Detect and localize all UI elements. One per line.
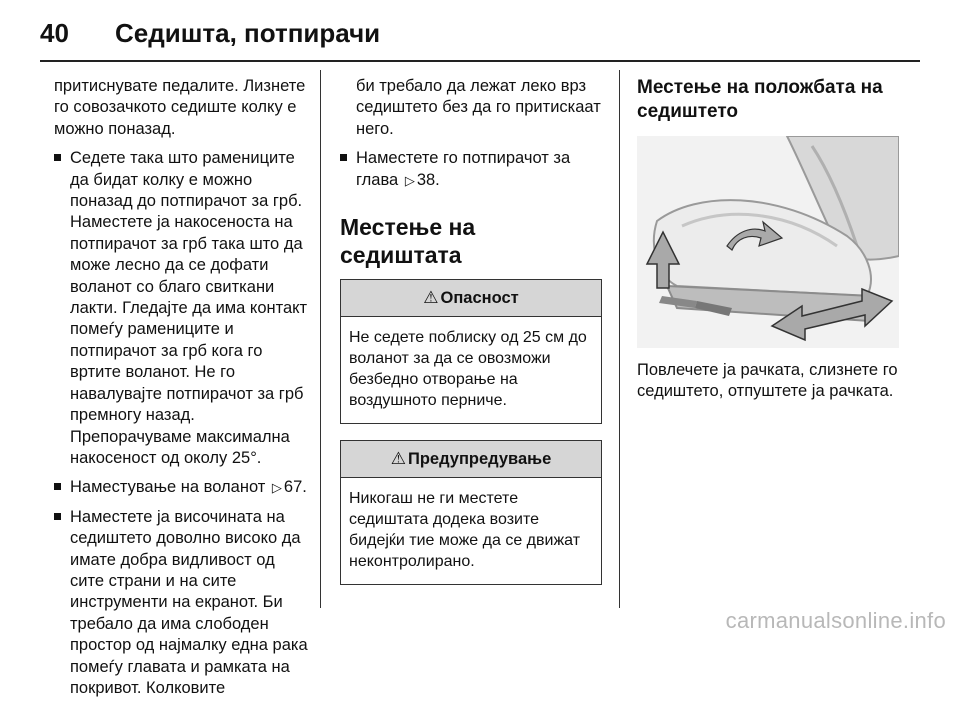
watermark: carmanualsonline.info: [725, 608, 946, 633]
seat-illustration-icon: [637, 136, 899, 348]
warning-title: Предупредување: [407, 450, 552, 469]
header-rule: [40, 60, 920, 62]
page-number: 40: [40, 18, 69, 48]
list-item: Наместете го потпирачот за глава ▷ 38.: [340, 148, 602, 191]
warning-triangle-icon: ⚠: [390, 449, 406, 469]
list-item: Седете така што рамениците да бидат колку е можно поназад до потпирачот за грб. Наместете ја накосеноста на потпирачот за грб така што да може лесно да се дофати воланот со благо свиткани лакти. Гледајте да има контакт помеѓу рамениците и потпирачот за грб кога го вртите воланот. Не го навалувајте потпирачот за грб премногу назад. Препорачуваме максимална накосеност од околу 25°.: [54, 148, 312, 469]
reference-arrow-icon: ▷: [271, 480, 282, 496]
continued-paragraph: би требало да лежат леко врз седиштето без да го притискаат него.: [356, 77, 601, 138]
column-2: [340, 76, 602, 601]
list-item: Наместете ја височината на седиштето доволно високо да имате добра видливост од сите страни и на сите инструменти на екранот. Би требало да има слободен простор од најмалку една рака помеѓу главата и рамката на покривот. Колковите: [54, 507, 312, 700]
danger-box: [340, 279, 602, 424]
section-heading: Местење на седиштата: [340, 214, 476, 269]
warning-triangle-icon: ⚠: [423, 288, 439, 308]
warning-body: Никогаш не ги местете седиштата додека возите бидејќи тие може да се движат неконтролирано.: [349, 490, 581, 571]
page-reference-link[interactable]: 38.: [416, 170, 440, 189]
list-item: Наместување на воланот ▷ 67.: [54, 477, 312, 498]
reference-arrow-icon: ▷: [404, 172, 415, 188]
continued-paragraph: притиснувате педалите. Лизнете го совозачкото седиште колку е можно поназад.: [54, 77, 306, 138]
danger-body: Не седете поблиску од 25 см до воланот за да се овозможи безбедно отворање на воздушното перниче.: [349, 329, 587, 410]
seat-adjustment-illustration: [637, 136, 899, 348]
warning-box: [340, 440, 602, 585]
column-3: [637, 76, 903, 411]
column-divider: [619, 70, 620, 608]
section-heading: Местење на положбата на седиштето: [637, 77, 883, 122]
danger-title: Опасност: [440, 289, 519, 308]
column-1: [54, 76, 312, 707]
page-reference-link[interactable]: 67.: [283, 478, 307, 497]
column-divider: [320, 70, 321, 608]
figure-caption: Повлечете ја рачката, слизнете го седиштето, отпуштете ја рачката.: [637, 361, 898, 401]
page-title: Седишта, потпирачи: [115, 18, 381, 48]
